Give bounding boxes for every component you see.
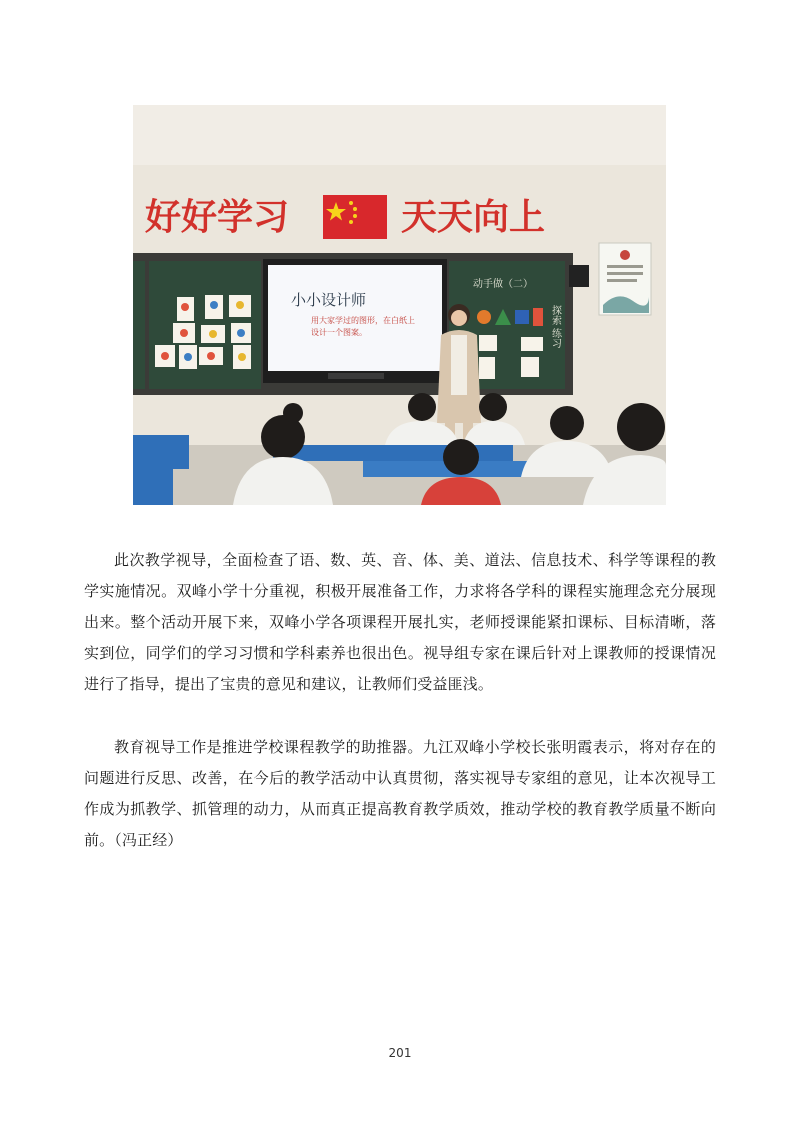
paragraph-2: 教育视导工作是推进学校课程教学的助推器。九江双峰小学校长张明霞表示，将对存在的问题进行反思、改善，在今后的教学活动中认真贯彻，落实视导专家组的意见，让本次视导工作成为抓教学、抓管理的动力，从而真正提高教育教学质效，推动学校的教育教学质量不断向前。（冯正经） [84,738,716,849]
board-title: 动手做（二） [473,279,533,290]
page-number: 201 [388,1046,412,1060]
slide-text-line2: 设计一个图案。 [311,328,367,337]
wall-poster [599,243,651,315]
classroom-photo [133,105,666,505]
slogan-right: 天天向上 [401,196,546,238]
paragraph-1: 此次教学视导，全面检查了语、数、英、音、体、美、道法、信息技术、科学等课程的教学实施情况。双峰小学十分重视，积极开展准备工作，力求将各学科的课程实施理念充分展现出来。整个活动开展下来，双峰小学各项课程开展扎实，老师授课能紧扣课标、目标清晰，落实到位，同学们的学习习惯和学科素养也很出色。视导组专家在课后针对上课教师的授课情况进行了指导，提出了宝贵的意见和建议，让教师们受益匪浅。 [84,551,716,693]
slogan-left: 好好学习 [145,196,290,238]
slide-title: 小小设计师 [291,291,367,309]
flag-icon [323,195,387,239]
board-side-text: 探索 练习 [549,305,561,349]
classroom-scene [133,105,666,505]
slide-text-line1: 用大家学过的图形，在白纸上 [311,316,415,325]
